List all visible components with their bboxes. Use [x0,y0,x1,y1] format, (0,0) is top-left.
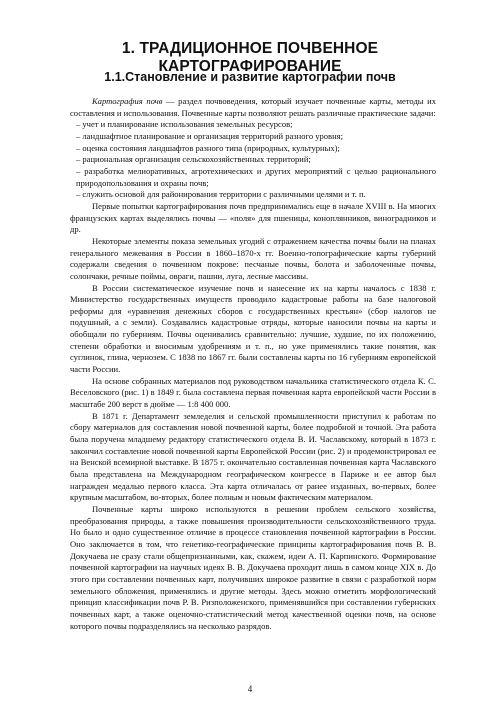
list-item: – рациональная организация сельскохозяйственных территорий; [76,154,311,165]
defined-term: Картография почв [92,96,163,106]
paragraph: Первые попытки картографирования почв предпринимались еще в начале XVIII в. На многих французских картах выделялись почвы — «поля» для пшеницы, коноплянников, виноградников и др. [70,200,436,235]
list-item: – разработка мелиоративных, агротехнических и других мероприятий с целью рационального природопользования и охраны почв; [76,165,436,188]
intro-paragraph [70,96,436,119]
task-list [70,119,436,201]
chapter-title: 1. ТРАДИЦИОННОЕ ПОЧВЕННОЕ КАРТОГРАФИРОВАНИЕ [121,40,379,75]
paragraph: Некоторые элементы показа земельных угодий с отражением качества почвы были на планах генерального межевания в России в 1860–1870-х гг. Военно-топографические карты губерний содержали сведения о почвенном покрове: песчаные почвы, болота и заболоченные почвы, солончаки, речные поймы, овраги, пашни, луга, лесные массивы. [70,235,436,281]
section-title: 1.1.Становление и развитие картографии почв [104,70,396,84]
paragraph: В 1871 г. Департамент земледелия и сельской промышленности приступил к работам по сбору материалов для составления новой почвенной карты, более подробной и точной. Эта работа была поручена младшему редактору статистического отдела В. И. Чаславскому, который в 1873 г. закончил составление новой почвенной карты Европейской России (рис. 2) и продемонстрировал ее на Венской всемирной выставке. В 1875 г. окончательно составленная почвенная карта Чаславского была представлена на Международном географическом конгрессе в Париже и ее автор был награжден медалью первого класса. Эта карта отличалась от ранее изданных, во-первых, более крупным масштабом, во-вторых, более полным и новым фактическим материалом. [70,410,436,503]
body-text [70,96,436,632]
paragraph: В России систематическое изучение почв и нанесение их на карты началось с 1838 г. Министерство государственных имуществ проводило кадастровые работы на базе налоговой реформы для «уравнения денежных сборов с государственных крестьян» (сбор налогов не подушный, а с земли). Создавались кадастровые отряды, которые наносили почвы на карты и обобщали по губерниям. Почвы оценивались сравнительно: лучшие, худшие, по их положению, степени обработки и вносимым удобрениям и т. п., но уже применялись такие понятия, как суглинок, глина, чернозем. С 1838 по 1867 гг. были составлены карты по 16 губерниям европейской части России. [70,282,436,375]
page-number: 4 [247,684,253,694]
paragraph: На основе собранных материалов под руководством начальника статистического отдела К. С. Веселовского (рис. 1) в 1849 г. была составлена первая почвенная карта европейской части России в масштабе 200 верст в дюйме — 1:8 400 000. [70,375,436,410]
list-item: – оценка состояния ландшафтов разного типа (природных, культурных); [76,142,340,153]
list-item: – ландшафтное планирование и организация территорий разного уровня; [76,130,343,141]
list-item: – учет и планирование использования земельных ресурсов; [76,119,293,130]
paragraph: Почвенные карты широко используются в решении проблем сельского хозяйства, преобразования природы, а также повышения производительности сельскохозяйственного труда. Но было и одно существенное отличие в процессе становления почвенной картографии в России. Оно заключается в том, что генетико-географические принципы картографирования почв В. В. Докучаева не сразу стали общепризнанными, как, скажем, идеи А. П. Карпинского. Формирование почвенной картографии на научных идеях В. В. Докучаева проходит лишь в самом конце XIX в. До этого при составлении почвенных карт, получивших широкое развитие в связи с разработкой норм земельного обложения, применялись и другие методы. Здесь можно отметить морфологический принцип классификации почв Р. В. Ризположенского, применявшийся при составлении губернских почвенных карт, а также оценочно-статистический метод качественной оценки почв, на основе которого почвы подразделялись на несколько разрядов. [70,503,436,631]
intro-text: — раздел почвоведения, который изучает почвенные карты, методы их составления и использования. Почвенные карты позволяют решать различные практические задачи: [70,96,436,118]
list-item: – служить основой для районирования территории с различными целями и т. п. [76,189,366,200]
